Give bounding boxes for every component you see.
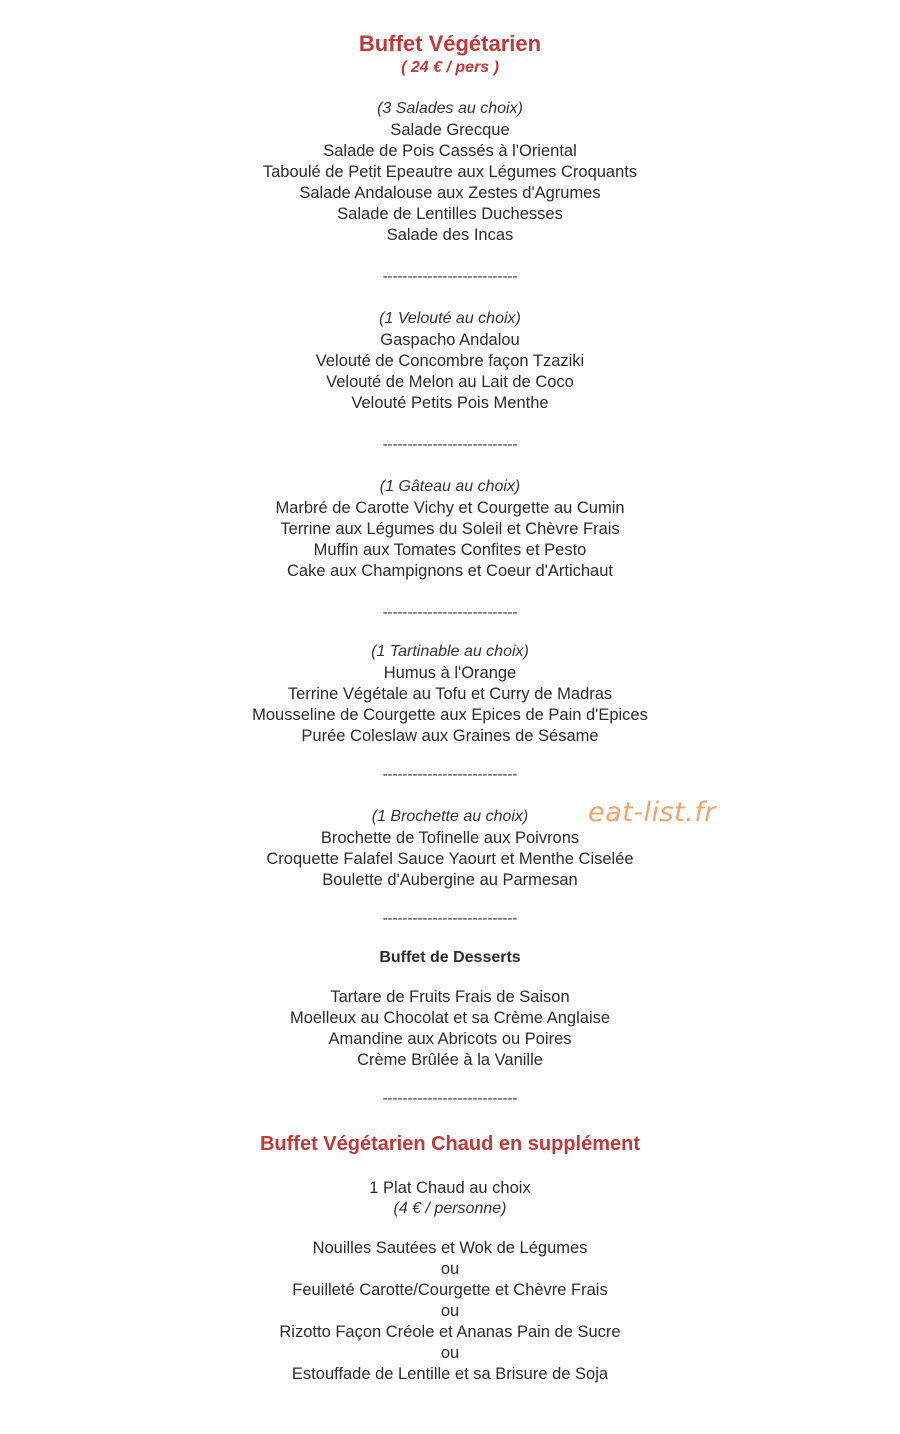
menu-item: Nouilles Sautées et Wok de Légumes	[312, 1239, 588, 1257]
menu-price: ( 24 € / pers )	[401, 59, 499, 76]
menu-item: Cake aux Champignons et Coeur d'Artichaut	[287, 562, 613, 580]
veloutes-heading: (1 Velouté au choix)	[379, 310, 521, 327]
menu-item: Terrine aux Légumes du Soleil et Chèvre Frais	[280, 520, 620, 538]
menu-item: Salade de Lentilles Duchesses	[337, 205, 563, 223]
watermark-logo: eat-list.fr	[588, 797, 716, 828]
menu-item: Marbré de Carotte Vichy et Courgette au Cumin	[275, 499, 625, 517]
menu-title: Buffet Végétarien	[358, 31, 542, 56]
menu-item: Salade des Incas	[386, 226, 514, 244]
menu-item: Salade Andalouse aux Zestes d'Agrumes	[299, 184, 601, 202]
or-label: ou	[440, 1344, 460, 1362]
menu-item: Rizotto Façon Créole et Ananas Pain de Sucre	[279, 1323, 621, 1341]
menu-item: Croquette Falafel Sauce Yaourt et Menthe Ciselée	[266, 850, 634, 868]
menu-item: Brochette de Tofinelle aux Poivrons	[320, 829, 580, 847]
separator: ---------------------------	[382, 604, 518, 621]
salades-heading: (3 Salades au choix)	[377, 100, 523, 117]
separator: ---------------------------	[382, 436, 518, 453]
chaud-subtitle: 1 Plat Chaud au choix	[369, 1179, 531, 1197]
menu-item: Mousseline de Courgette aux Epices de Pain d'Epices	[252, 706, 648, 724]
or-label: ou	[440, 1302, 460, 1320]
menu-item: Amandine aux Abricots ou Poires	[328, 1030, 572, 1048]
menu-item: Muffin aux Tomates Confites et Pesto	[313, 541, 587, 559]
gateaux-heading: (1 Gâteau au choix)	[379, 478, 521, 495]
menu-item: Crème Brûlée à la Vanille	[357, 1051, 543, 1069]
menu-item: Humus à l'Orange	[383, 664, 517, 682]
or-label: ou	[440, 1260, 460, 1278]
chaud-title: Buffet Végétarien Chaud en supplément	[259, 1133, 641, 1155]
separator: ---------------------------	[382, 910, 518, 927]
menu-item: Gaspacho Andalou	[380, 331, 520, 349]
menu-item: Estouffade de Lentille et sa Brisure de Soja	[291, 1365, 609, 1383]
chaud-price: (4 € / personne)	[393, 1200, 507, 1217]
desserts-heading: Buffet de Desserts	[379, 949, 521, 966]
menu-item: Moelleux au Chocolat et sa Crème Anglaise	[289, 1009, 611, 1027]
menu-item: Taboulé de Petit Epeautre aux Légumes Croquants	[262, 163, 638, 181]
menu-item: Boulette d'Aubergine au Parmesan	[322, 871, 578, 889]
menu-item: Purée Coleslaw aux Graines de Sésame	[301, 727, 599, 745]
menu-item: Velouté Petits Pois Menthe	[351, 394, 549, 412]
brochettes-heading: (1 Brochette au choix)	[371, 808, 529, 825]
menu-item: Tartare de Fruits Frais de Saison	[330, 988, 570, 1006]
menu-item: Feuilleté Carotte/Courgette et Chèvre Frais	[292, 1281, 608, 1299]
menu-item: Salade de Pois Cassés à l'Oriental	[323, 142, 577, 160]
menu-item: Salade Grecque	[390, 121, 510, 139]
separator: ---------------------------	[382, 268, 518, 285]
separator: ---------------------------	[382, 766, 518, 783]
menu-item: Terrine Végétale au Tofu et Curry de Madras	[287, 685, 613, 703]
menu-item: Velouté de Melon au Lait de Coco	[326, 373, 574, 391]
tartinables-heading: (1 Tartinable au choix)	[371, 643, 529, 660]
separator: ---------------------------	[382, 1090, 518, 1107]
menu-item: Velouté de Concombre façon Tzaziki	[315, 352, 585, 370]
